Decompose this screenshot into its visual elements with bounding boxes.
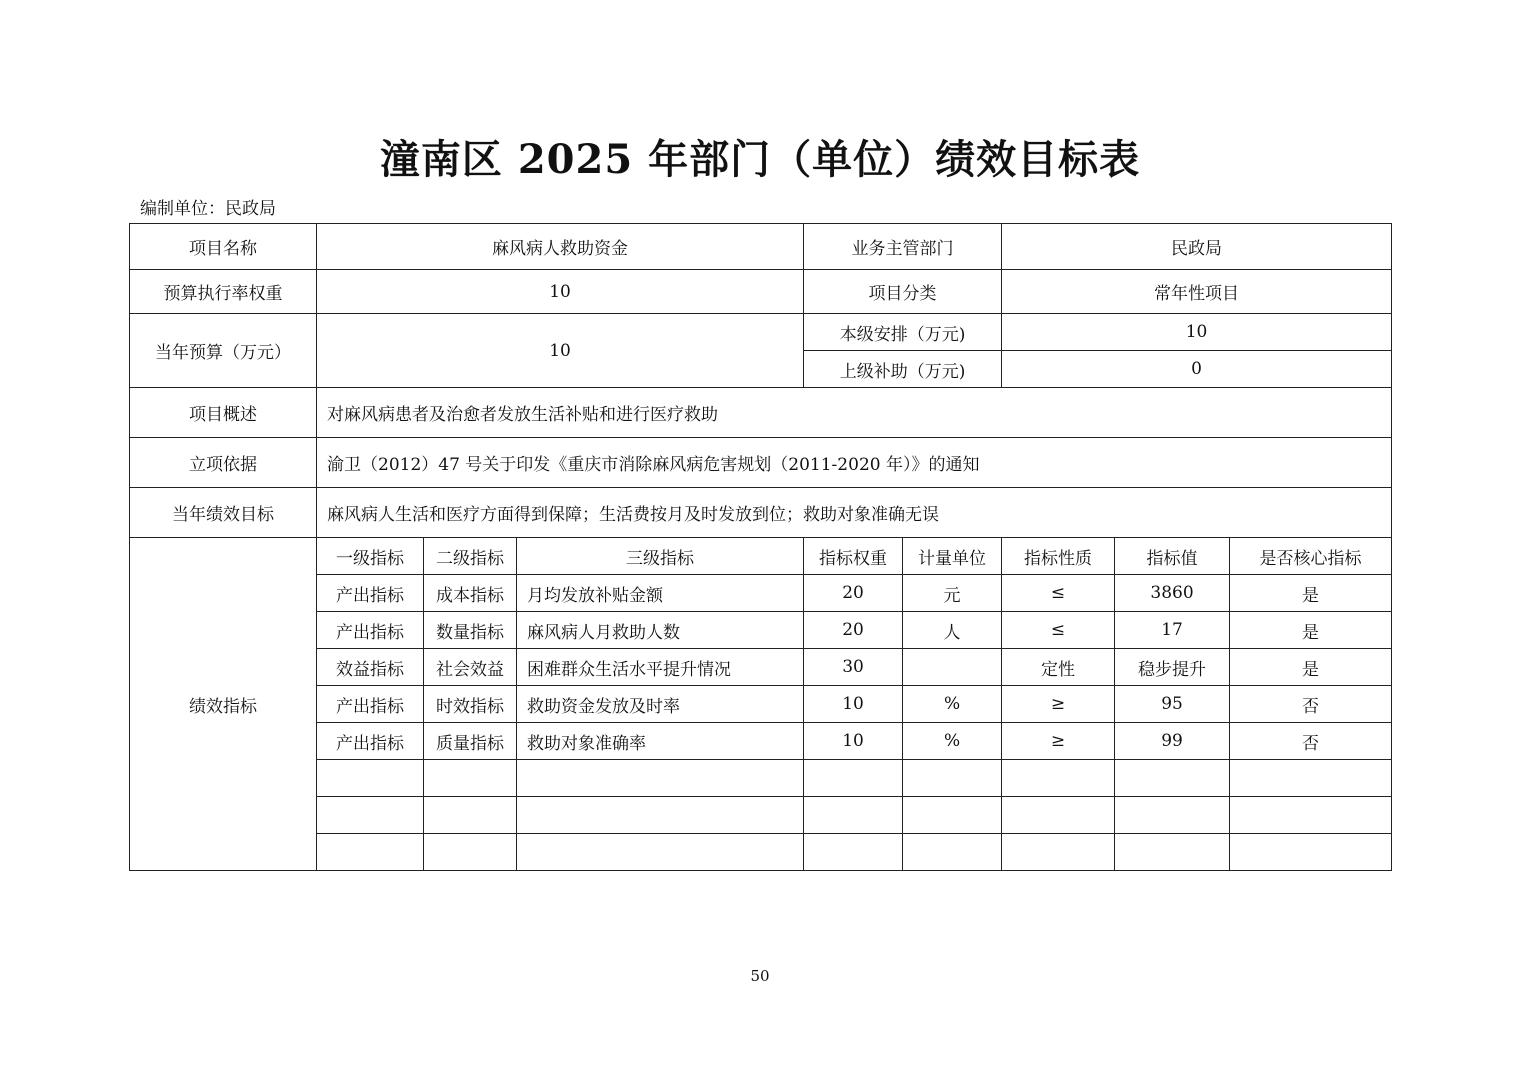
empty-cell: [317, 834, 424, 871]
budget-value: 10: [317, 314, 804, 388]
value-cell: 3860: [1115, 575, 1230, 612]
level2-cell: 时效指标: [424, 686, 517, 723]
level2-cell: 成本指标: [424, 575, 517, 612]
empty-cell: [1230, 760, 1392, 797]
overview-value: 对麻风病患者及治愈者发放生活补贴和进行医疗救助: [317, 388, 1392, 438]
indicator-row: [130, 649, 1392, 686]
core-cell: 是: [1230, 612, 1392, 649]
empty-cell: [903, 760, 1002, 797]
nature-cell: ≥: [1002, 723, 1115, 760]
value-cell: 17: [1115, 612, 1230, 649]
basis-label: 立项依据: [130, 438, 317, 488]
empty-cell: [903, 797, 1002, 834]
header-weight: 指标权重: [804, 538, 903, 575]
weight-cell: 10: [804, 686, 903, 723]
header-nature: 指标性质: [1002, 538, 1115, 575]
overview-label: 项目概述: [130, 388, 317, 438]
weight-cell: 20: [804, 612, 903, 649]
nature-cell: ≤: [1002, 575, 1115, 612]
level2-cell: 数量指标: [424, 612, 517, 649]
empty-cell: [1115, 760, 1230, 797]
empty-cell: [317, 760, 424, 797]
basis-value: 渝卫（2012）47 号关于印发《重庆市消除麻风病危害规划（2011-2020 年）》的通知: [317, 438, 1392, 488]
nature-cell: ≥: [1002, 686, 1115, 723]
empty-cell: [424, 797, 517, 834]
unit-cell: 人: [903, 612, 1002, 649]
level3-cell: 月均发放补贴金额: [517, 575, 804, 612]
indicator-row: [130, 575, 1392, 612]
level1-cell: 产出指标: [317, 612, 424, 649]
value-cell: 稳步提升: [1115, 649, 1230, 686]
empty-cell: [1230, 797, 1392, 834]
empty-cell: [424, 760, 517, 797]
empty-indicator-row: [130, 797, 1392, 834]
goal-label: 当年绩效目标: [130, 488, 317, 538]
dept-value: 民政局: [1002, 224, 1392, 270]
project-name-value: 麻风病人救助资金: [317, 224, 804, 270]
value-cell: 99: [1115, 723, 1230, 760]
compiling-unit: 编制单位：民政局: [140, 199, 276, 219]
upper-value: 0: [1002, 351, 1392, 388]
row-goal: [130, 488, 1392, 538]
empty-cell: [517, 834, 804, 871]
level1-cell: 产出指标: [317, 723, 424, 760]
unit-cell: %: [903, 723, 1002, 760]
exec-weight-value: 10: [317, 270, 804, 314]
row-overview: [130, 388, 1392, 438]
indicator-row: [130, 686, 1392, 723]
core-cell: 是: [1230, 575, 1392, 612]
header-unit: 计量单位: [903, 538, 1002, 575]
level2-cell: 质量指标: [424, 723, 517, 760]
header-value: 指标值: [1115, 538, 1230, 575]
header-core: 是否核心指标: [1230, 538, 1392, 575]
empty-cell: [317, 797, 424, 834]
weight-cell: 10: [804, 723, 903, 760]
nature-cell: 定性: [1002, 649, 1115, 686]
level2-cell: 社会效益: [424, 649, 517, 686]
level1-cell: 效益指标: [317, 649, 424, 686]
empty-indicator-row: [130, 760, 1392, 797]
upper-label: 上级补助（万元): [804, 351, 1002, 388]
core-cell: 否: [1230, 723, 1392, 760]
page-number: 50: [750, 967, 770, 985]
core-cell: 否: [1230, 686, 1392, 723]
empty-cell: [804, 834, 903, 871]
empty-cell: [804, 797, 903, 834]
empty-cell: [1002, 797, 1115, 834]
header-level1: 一级指标: [317, 538, 424, 575]
unit-cell: %: [903, 686, 1002, 723]
category-value: 常年性项目: [1002, 270, 1392, 314]
indicator-row: [130, 723, 1392, 760]
project-name-label: 项目名称: [130, 224, 317, 270]
empty-cell: [517, 797, 804, 834]
empty-cell: [1002, 760, 1115, 797]
row-basis: [130, 438, 1392, 488]
row-project-name: [130, 224, 1392, 270]
empty-cell: [1230, 834, 1392, 871]
empty-cell: [424, 834, 517, 871]
unit-cell: 元: [903, 575, 1002, 612]
local-value: 10: [1002, 314, 1392, 351]
category-label: 项目分类: [804, 270, 1002, 314]
empty-cell: [804, 760, 903, 797]
empty-cell: [1115, 797, 1230, 834]
indicators-section-label: 绩效指标: [130, 538, 317, 871]
weight-cell: 30: [804, 649, 903, 686]
level3-cell: 麻风病人月救助人数: [517, 612, 804, 649]
budget-label: 当年预算（万元）: [130, 314, 317, 388]
dept-label: 业务主管部门: [804, 224, 1002, 270]
level3-cell: 救助资金发放及时率: [517, 686, 804, 723]
weight-cell: 20: [804, 575, 903, 612]
header-level3: 三级指标: [517, 538, 804, 575]
level3-cell: 救助对象准确率: [517, 723, 804, 760]
level1-cell: 产出指标: [317, 686, 424, 723]
core-cell: 是: [1230, 649, 1392, 686]
header-level2: 二级指标: [424, 538, 517, 575]
empty-cell: [1115, 834, 1230, 871]
indicator-header-row: [130, 538, 1392, 575]
indicator-row: [130, 612, 1392, 649]
row-exec-weight: [130, 270, 1392, 314]
nature-cell: ≤: [1002, 612, 1115, 649]
level3-cell: 困难群众生活水平提升情况: [517, 649, 804, 686]
value-cell: 95: [1115, 686, 1230, 723]
goal-value: 麻风病人生活和医疗方面得到保障；生活费按月及时发放到位；救助对象准确无误: [317, 488, 1392, 538]
empty-cell: [903, 834, 1002, 871]
empty-indicator-row: [130, 834, 1392, 871]
empty-cell: [517, 760, 804, 797]
empty-cell: [1002, 834, 1115, 871]
page-title: 潼南区 2025 年部门（单位）绩效目标表: [379, 136, 1141, 183]
local-label: 本级安排（万元): [804, 314, 1002, 351]
level1-cell: 产出指标: [317, 575, 424, 612]
performance-target-table: [129, 223, 1392, 871]
exec-weight-label: 预算执行率权重: [130, 270, 317, 314]
row-budget-local: [130, 314, 1392, 351]
unit-cell: [903, 649, 1002, 686]
